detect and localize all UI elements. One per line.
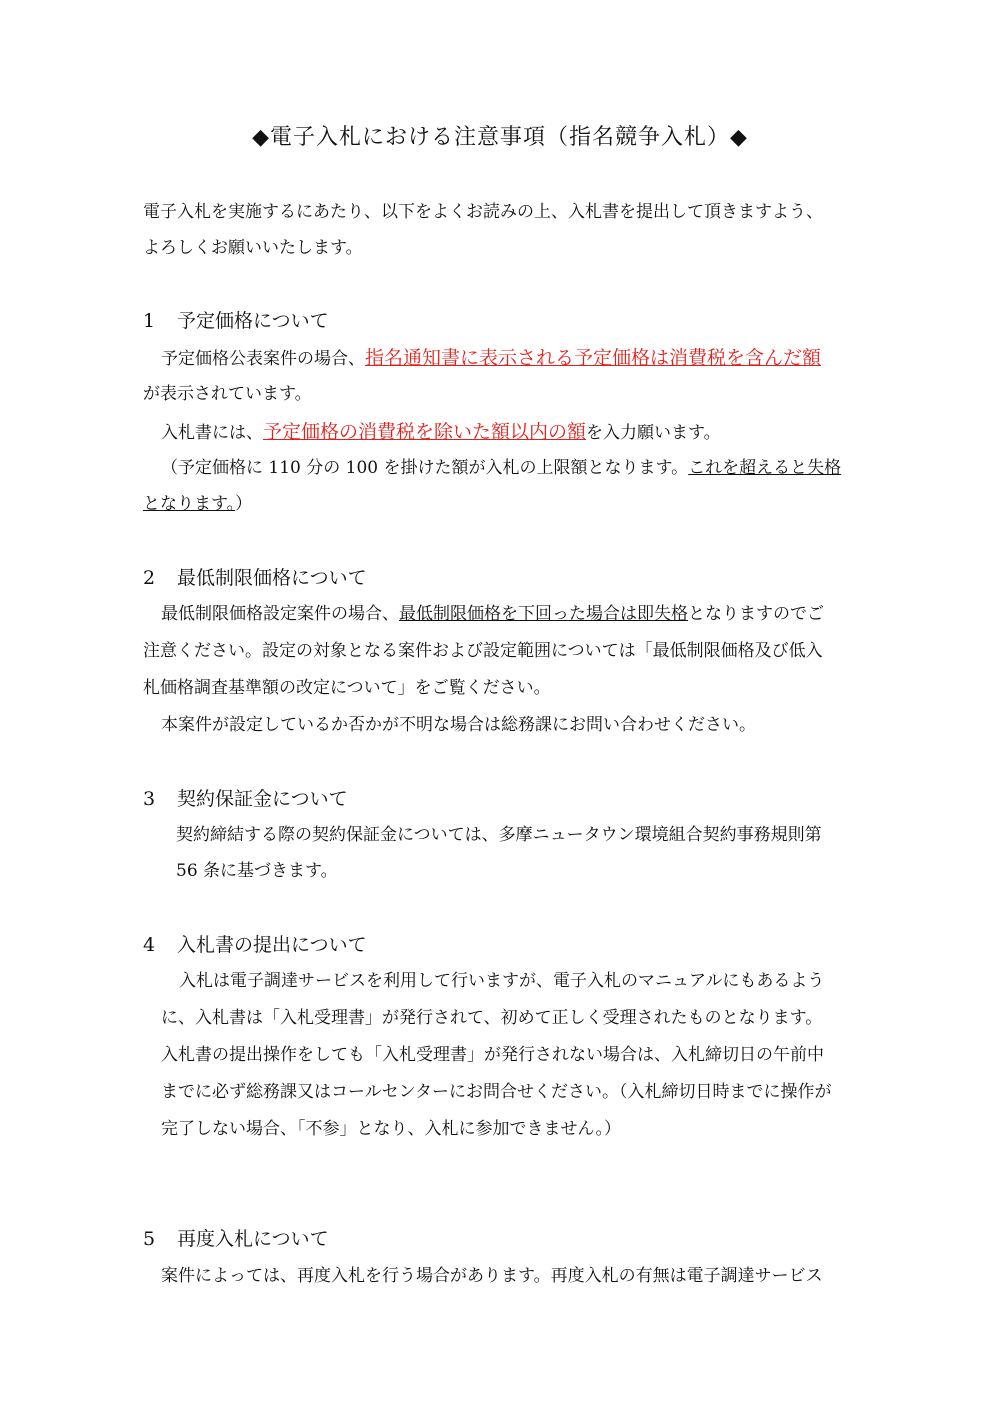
section-2-line-1 — [161, 602, 824, 626]
section-1-underline-end: となります。 — [143, 494, 236, 514]
section-4-line-4: までに必ず総務課又はコールセンターにお問合せください。（入札締切日時までに操作が — [161, 1082, 832, 1102]
section-2-line-4: 本案件が設定しているか否かが不明な場合は総務課にお問い合わせください。 — [161, 715, 756, 735]
section-2-line-3: 札価格調査基準額の改定について」をご覧ください。 — [143, 678, 551, 698]
section-4-title: 入札書の提出について — [177, 934, 367, 956]
section-4-line-5: 完了しない場合、「不参」となり、入札に参加できません。） — [161, 1119, 622, 1139]
section-3-number: 3 — [143, 788, 156, 810]
section-4-line-1: 入札は電子調達サービスを利用して行いますが、電子入札のマニュアルにもあるよう — [179, 971, 825, 991]
section-5-number: 5 — [143, 1228, 156, 1250]
section-3-line-2: 56 条に基づきます。 — [176, 861, 338, 881]
section-1-emphasis-tax-excluded: 予定価格の消費税を除いた額以内の額 — [263, 421, 587, 443]
section-1-emphasis-tax-included: 指名通知書に表示される予定価格は消費税を含んだ額 — [365, 347, 822, 369]
section-2-title: 最低制限価格について — [177, 567, 367, 589]
section-5-title: 再度入札について — [177, 1228, 329, 1250]
section-1-paragraph-2 — [161, 420, 721, 445]
section-4-number: 4 — [143, 934, 156, 956]
document-title: ◆電子入札における注意事項（指名競争入札）◆ — [252, 125, 748, 150]
section-2-number: 2 — [143, 567, 156, 589]
section-1-text: ） — [235, 494, 253, 514]
section-1-paragraph-1 — [161, 346, 821, 371]
section-3-heading — [143, 786, 348, 812]
section-3-line-1: 契約締結する際の契約保証金については、多摩ニュータウン環境組合契約事務規則第 — [176, 825, 822, 845]
section-2-text: 最低制限価格設定案件の場合、 — [161, 604, 399, 624]
section-1-number: 1 — [143, 310, 156, 332]
intro-line-1: 電子入札を実施するにあたり、以下をよくお読みの上、入札書を提出して頂きますよう、 — [143, 202, 823, 222]
section-1-text: 予定価格公表案件の場合、 — [161, 349, 365, 369]
section-2-underline-minimum-price: 最低制限価格を下回った場合は即失格 — [399, 604, 688, 624]
section-3-title: 契約保証金について — [177, 788, 348, 810]
section-2-heading — [143, 565, 367, 591]
section-1-heading — [143, 308, 329, 334]
section-2-text: となりますのでご — [688, 604, 824, 624]
section-1-paragraph-1-cont: が表示されています。 — [143, 384, 312, 404]
section-1-title: 予定価格について — [177, 310, 329, 332]
section-1-text: （予定価格に 110 分の 100 を掛けた額が入札の上限額となります。 — [161, 458, 689, 478]
section-4-line-2: に、入札書は「入札受理書」が発行されて、初めて正しく受理されたものとなります。 — [161, 1008, 823, 1028]
section-4-heading — [143, 932, 367, 958]
section-2-line-2: 注意ください。設定の対象となる案件および設定範囲については「最低制限価格及び低入 — [143, 641, 823, 661]
section-1-paragraph-3-cont — [143, 492, 252, 516]
section-5-line-1: 案件によっては、再度入札を行う場合があります。再度入札の有無は電子調達サービス — [161, 1266, 823, 1286]
section-5-heading — [143, 1226, 329, 1252]
section-1-text: を入力願います。 — [586, 423, 721, 443]
section-1-underline-disqualification: これを超えると失格 — [688, 458, 842, 478]
section-1-text: 入札書には、 — [161, 423, 263, 443]
intro-line-2: よろしくお願いいたします。 — [143, 238, 363, 258]
section-4-line-3: 入札書の提出操作をしても「入札受理書」が発行されない場合は、入札締切日の午前中 — [161, 1045, 824, 1065]
section-1-paragraph-3 — [161, 456, 841, 480]
